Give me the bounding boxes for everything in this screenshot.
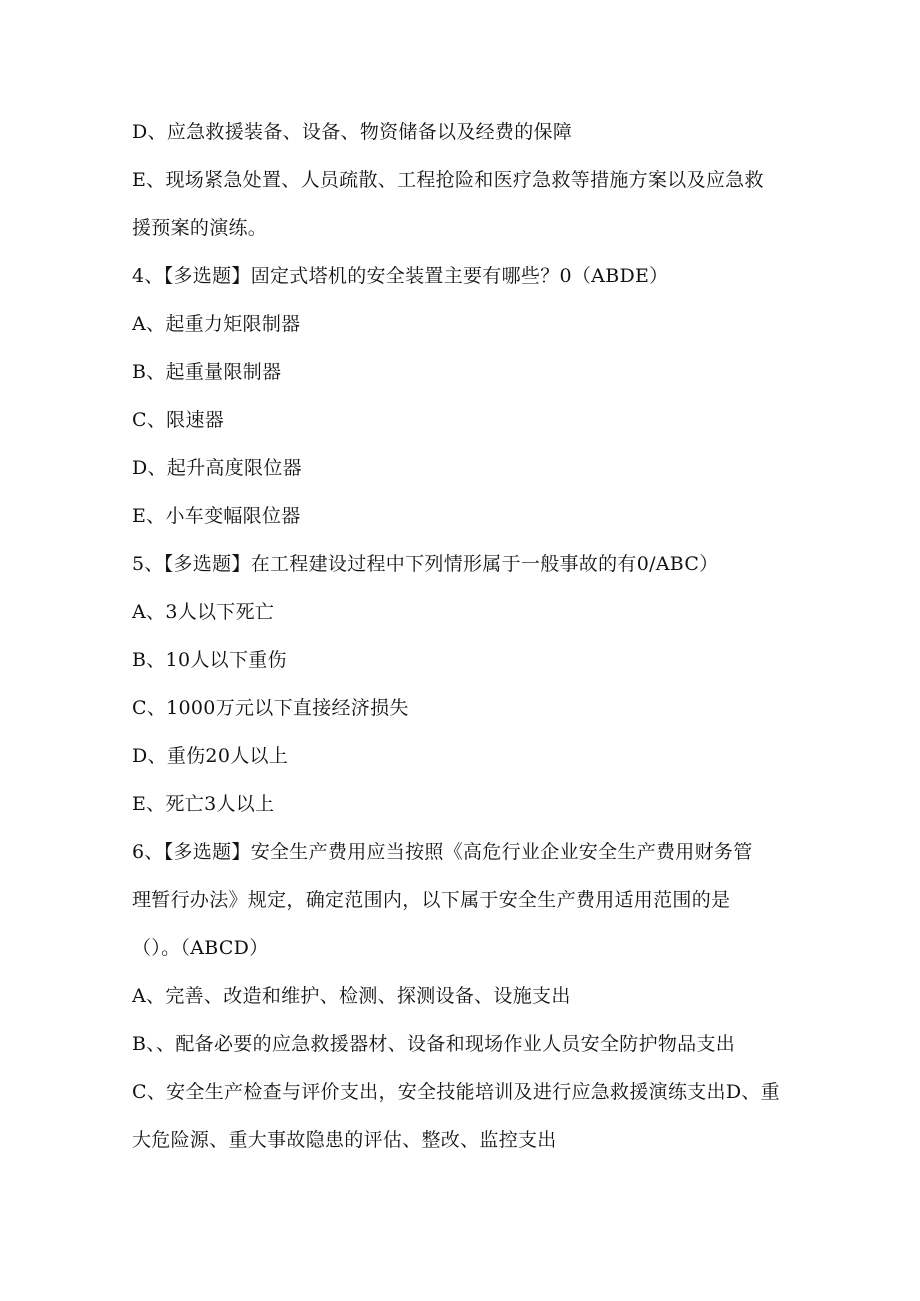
option-line: D、重伤20人以上 [132, 745, 289, 767]
text-line: D、应急救援装备、设备、物资储备以及经费的保障 [132, 121, 573, 143]
text-line: 大危险源、重大事故隐患的评估、整改、监控支出 [132, 1129, 557, 1151]
option-line: E、小车变幅限位器 [132, 505, 301, 527]
option-line: C、1000万元以下直接经济损失 [132, 697, 409, 719]
text-line: （）。（ABCD） [132, 937, 269, 959]
option-line: A、起重力矩限制器 [132, 313, 301, 335]
option-line: C、安全生产检查与评价支出，安全技能培训及进行应急救援演练支出D、重 [132, 1081, 780, 1103]
option-line: B、起重量限制器 [132, 361, 282, 383]
text-line: E、现场紧急处置、人员疏散、工程抢险和医疗急救等措施方案以及应急救 [132, 169, 764, 191]
option-line: A、完善、改造和维护、检测、探测设备、设施支出 [132, 985, 571, 1007]
option-line: B、、配备必要的应急救援器材、设备和现场作业人员安全防护物品支出 [132, 1033, 736, 1055]
text-line: 理暂行办法》规定，确定范围内，以下属于安全生产费用适用范围的是 [132, 889, 731, 911]
option-line: E、死亡3人以上 [132, 793, 275, 815]
option-line: C、限速器 [132, 409, 225, 431]
question-heading: 4、【多选题】固定式塔机的安全装置主要有哪些？0（ABDE） [132, 265, 669, 287]
option-line: D、起升高度限位器 [132, 457, 302, 479]
option-line: A、3人以下死亡 [132, 601, 275, 623]
text-line: 援预案的演练。 [132, 217, 268, 239]
question-heading: 5、【多选题】在工程建设过程中下列情形属于一般事故的有0/ABC） [132, 553, 719, 575]
option-line: B、10人以下重伤 [132, 649, 287, 671]
question-heading: 6、【多选题】安全生产费用应当按照《高危行业企业安全生产费用财务管 [132, 841, 753, 863]
